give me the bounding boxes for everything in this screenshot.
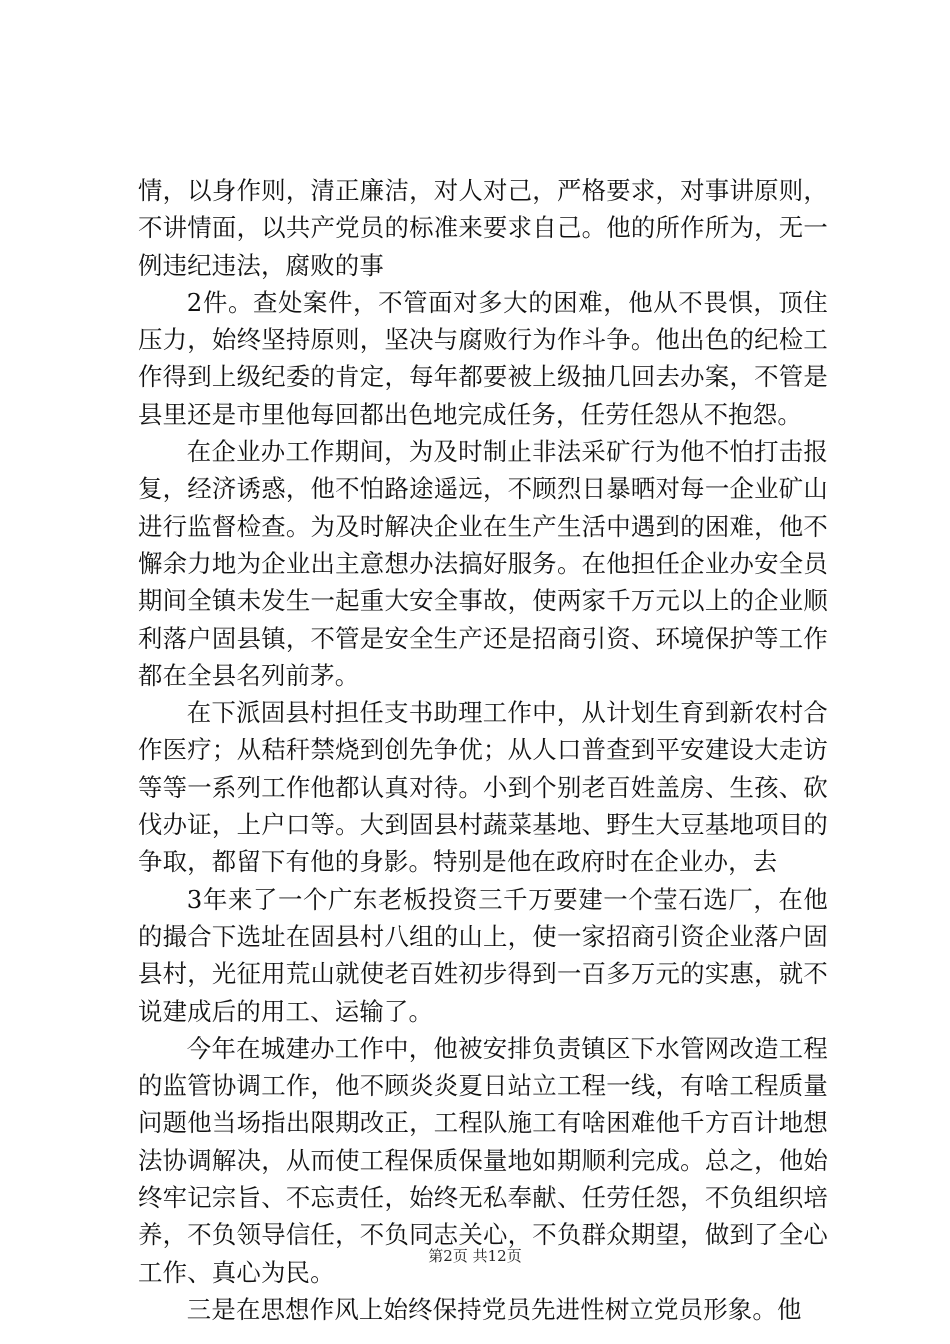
paragraph-5: 3年来了一个广东老板投资三千万要建一个莹石选厂，在他的撮合下选址在固县村八组的山上，使一家招商引资企业落户固县村，光征用荒山就使老百姓初步得到一百多万元的实惠，就不说建成后的用工、运输了。 — [138, 884, 828, 1026]
paragraph-3: 在企业办工作期间，为及时制止非法采矿行为他不怕打击报复，经济诱惑，他不怕路途遥远，不顾烈日暴晒对每一企业矿山进行监督检查。为及时解决企业在生产生活中遇到的困难，他不懈余力地为企业出主意想办法搞好服务。在他担任企业办安全员期间全镇未发生一起重大安全事故，使两家千万元以上的企业顺利落户固县镇，不管是安全生产还是招商引资、环境保护等工作都在全县名列前茅。 — [138, 437, 828, 690]
paragraph-4: 在下派固县村担任支书助理工作中，从计划生育到新农村合作医疗；从秸秆禁烧到创先争优；从人口普查到平安建设大走访等等一系列工作他都认真对待。小到个别老百姓盖房、生孩、砍伐办证，上户口等。大到固县村蔬菜基地、野生大豆基地项目的争取，都留下有他的身影。特别是他在政府时在企业办，去 — [138, 698, 828, 877]
paragraph-1: 情，以身作则，清正廉洁，对人对己，严格要求，对事讲原则，不讲情面，以共产党员的标准来要求自己。他的所作所为，无一例违纪违法，腐败的事 — [138, 176, 828, 280]
document-body — [138, 172, 828, 1328]
page-footer: 第2页 共12页 — [428, 1247, 522, 1265]
paragraph-2: 2件。查处案件，不管面对多大的困难，他从不畏惧，顶住压力，始终坚持原则，坚决与腐败行为作斗争。他出色的纪检工作得到上级纪委的肯定，每年都要被上级抽几回去办案，不管是县里还是市里他每回都出色地完成任务，任劳任怨从不抱怨。 — [138, 287, 828, 429]
paragraph-7: 三是在思想作风上始终保持党员先进性树立党员形象。他 — [186, 1294, 802, 1324]
paragraph-6: 今年在城建办工作中，他被安排负责镇区下水管网改造工程的监管协调工作，他不顾炎炎夏日站立工程一线，有啥工程质量问题他当场指出限期改正，工程队施工有啥困难他千方百计地想法协调解决，从而使工程保质保量地如期顺利完成。总之，他始终牢记宗旨、不忘责任，始终无私奉献、任劳任怨，不负组织培养，不负领导信任，不负同志关心，不负群众期望，做到了全心工作、真心为民。 — [138, 1033, 828, 1287]
